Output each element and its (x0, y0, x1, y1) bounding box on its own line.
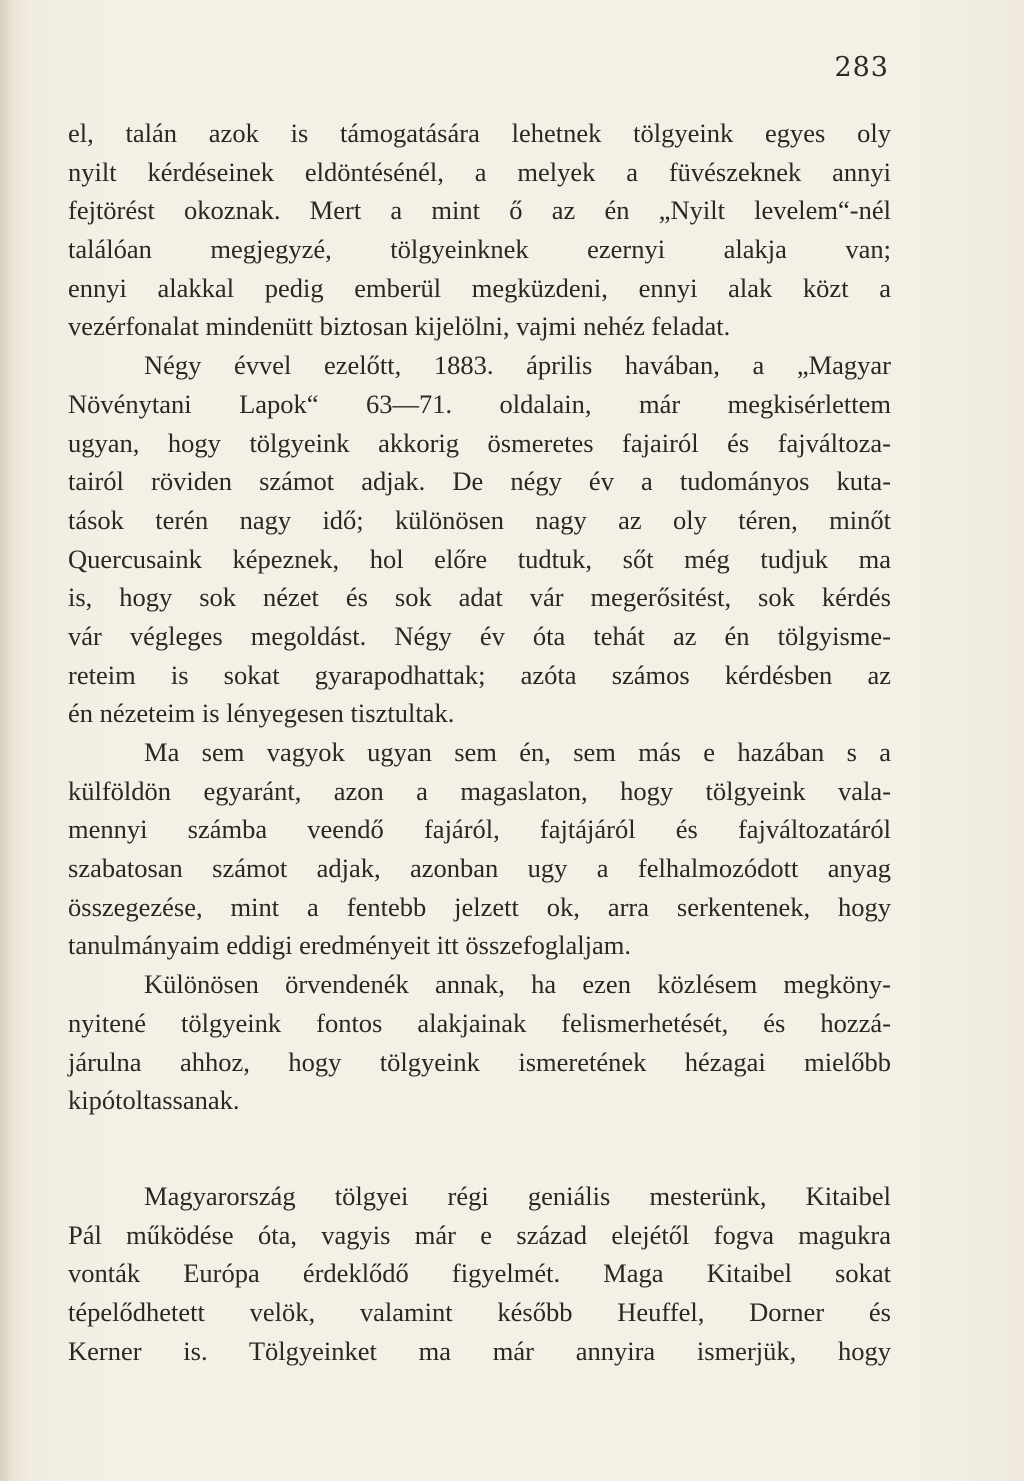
text-line: vonták Európa érdeklődő figyelmét. Maga Kitaibel sokat (68, 1258, 891, 1289)
paragraph (68, 965, 891, 1120)
text-line: Kerner is. Tölgyeinket ma már annyira ismerjük, hogy (68, 1335, 891, 1366)
text-line: Quercusaink képeznek, hol előre tudtuk, sőt még tudjuk ma (68, 543, 891, 574)
text-line: kipótoltassanak. (68, 1085, 240, 1116)
text-line: mennyi számba veendő fajáról, fajtájáról és fajváltozatáról (68, 814, 891, 845)
text-line: fejtörést okoznak. Mert a mint ő az én „Nyilt levelem“-nél (68, 195, 891, 226)
text-line: el, talán azok is támogatására lehetnek tölgyeink egyes oly (68, 118, 891, 148)
text-line: én nézeteim is lényegesen tisztultak. (68, 698, 455, 729)
text-line: összegezése, mint a fentebb jelzett ok, arra serkentenek, hogy (68, 891, 891, 922)
section-gap (68, 1120, 891, 1177)
text-line: találóan megjegyzé, tölgyeinknek ezernyi alakja van; (68, 234, 891, 265)
text-line: reteim is sokat gyarapodhattak; azóta számos kérdésben az (68, 659, 891, 690)
page-number: 283 (834, 52, 889, 83)
paragraph (68, 346, 891, 733)
text-line: szabatosan számot adjak, azonban ugy a felhalmozódott anyag (68, 853, 891, 884)
page-fold-shadow (0, 0, 14, 1481)
text-line: nyitené tölgyeink fontos alakjainak felismerhetését, és hozzá- (68, 1007, 891, 1038)
text-line: ugyan, hogy tölgyeink akkorig ösmeretes fajairól és fajváltoza- (68, 427, 891, 458)
paragraph (68, 114, 891, 346)
text-line: nyilt kérdéseinek eldöntésénél, a melyek a füvészeknek annyi (68, 156, 891, 187)
text-line: járulna ahhoz, hogy tölgyeink ismeretének hézagai mielőbb (68, 1046, 891, 1077)
text-line: Különösen örvendenék annak, ha ezen közlésem megköny- (144, 969, 891, 1000)
text-line: ennyi alakkal pedig emberül megküzdeni, ennyi alak közt a (68, 272, 891, 303)
text-line: vár végleges megoldást. Négy év óta tehát az én tölgyisme- (68, 620, 891, 651)
text-line: is, hogy sok nézet és sok adat vár megerősitést, sok kérdés (68, 582, 891, 613)
paragraph (68, 1177, 891, 1370)
text-line: tépelődhetett velök, valamint később Heuffel, Dorner és (68, 1296, 891, 1327)
text-line: vezérfonalat mindenütt biztosan kijelölni, vajmi nehéz feladat. (68, 311, 731, 342)
text-line: Ma sem vagyok ugyan sem én, sem más e hazában s a (144, 737, 891, 767)
body-text (68, 114, 891, 1370)
text-line: tanulmányaim eddigi eredményeit itt összefoglaljam. (68, 930, 631, 961)
text-line: Magyarország tölgyei régi geniális mesterünk, Kitaibel (144, 1180, 891, 1211)
text-line: Növénytani Lapok“ 63—71. oldalain, már megkisérlettem (68, 388, 891, 419)
paragraph (68, 733, 891, 965)
text-line: Pál működése óta, vagyis már e század elejétől fogva magukra (68, 1219, 891, 1250)
text-line: tások terén nagy idő; különösen nagy az oly téren, minőt (68, 504, 891, 535)
text-line: külföldön egyaránt, azon a magaslaton, hogy tölgyeink vala- (68, 775, 891, 806)
text-line: Négy évvel ezelőtt, 1883. április havában, a „Magyar (144, 350, 891, 381)
text-line: tairól röviden számot adjak. De négy év a tudományos kuta- (68, 466, 891, 497)
